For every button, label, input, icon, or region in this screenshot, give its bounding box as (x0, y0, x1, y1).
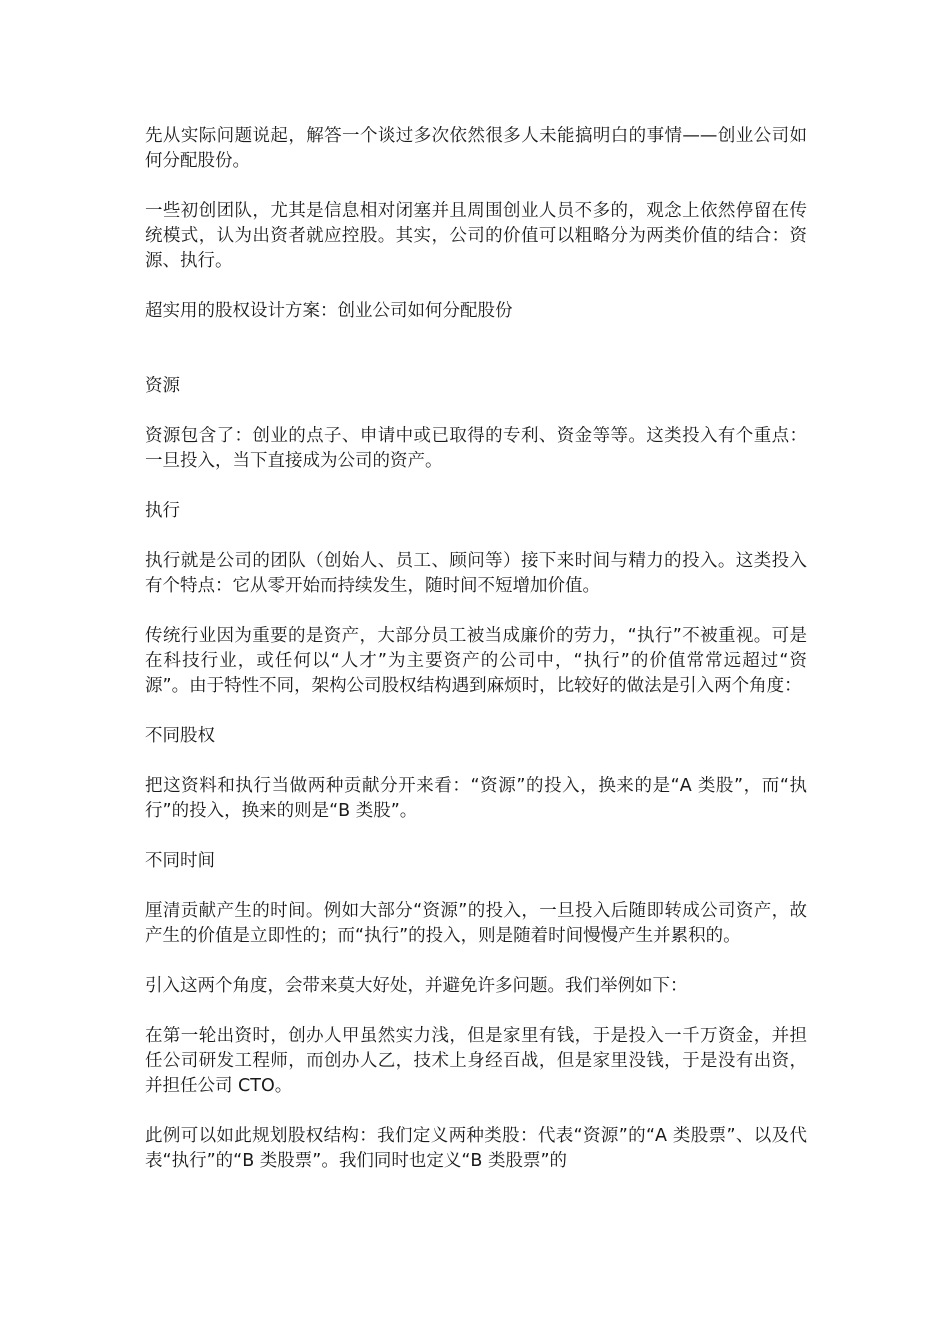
paragraph-title-line: 超实用的股权设计方案：创业公司如何分配股份 (145, 301, 513, 321)
heading-resources: 资源 (145, 376, 180, 396)
heading-different-equity: 不同股权 (145, 726, 215, 746)
paragraph-resources: 资源包含了：创业的点子、申请中或已取得的专利、资金等等。这类投入有个重点：一旦投入，当下直接成为公司的资产。 (145, 426, 807, 471)
paragraph-different-time: 厘清贡献产生的时间。例如大部分“资源”的投入，一旦投入后随即转成公司资产，故产生的价值是立即性的；而“执行”的投入，则是随着时间慢慢产生并累积的。 (145, 901, 807, 946)
paragraph-intro: 先从实际问题说起，解答一个谈过多次依然很多人未能搞明白的事情——创业公司如何分配股份。 (145, 126, 807, 171)
document-body (145, 124, 807, 1199)
blank-space (145, 349, 807, 374)
paragraph-traditional-industry: 传统行业因为重要的是资产，大部分员工被当成廉价的劳力，“执行”不被重视。可是在科技行业，或任何以“人才”为主要资产的公司中，“执行”的价值常常远超过“资源”。由于特性不同，架构公司股权结构遇到麻烦时，比较好的做法是引入两个角度： (145, 626, 807, 696)
heading-execution: 执行 (145, 501, 180, 521)
paragraph-benefits: 引入这两个角度，会带来莫大好处，并避免许多问题。我们举例如下： (145, 976, 688, 996)
paragraph-execution: 执行就是公司的团队（创始人、员工、顾问等）接下来时间与精力的投入。这类投入有个特点：它从零开始而持续发生，随时间不短增加价值。 (145, 551, 807, 596)
paragraph-value-types: 一些初创团队，尤其是信息相对闭塞并且周围创业人员不多的，观念上依然停留在传统模式，认为出资者就应控股。其实，公司的价值可以粗略分为两类价值的结合：资源、执行。 (145, 201, 807, 271)
paragraph-different-equity: 把这资料和执行当做两种贡献分开来看：“资源”的投入，换来的是“A 类股”，而“执行”的投入，换来的则是“B 类股”。 (145, 776, 807, 821)
heading-different-time: 不同时间 (145, 851, 215, 871)
paragraph-example: 在第一轮出资时，创办人甲虽然实力浅，但是家里有钱，于是投入一千万资金，并担任公司研发工程师，而创办人乙，技术上身经百战，但是家里没钱，于是没有出资，并担任公司 CTO。 (145, 1026, 807, 1096)
paragraph-structure-plan: 此例可以如此规划股权结构：我们定义两种类股：代表“资源”的“A 类股票”、以及代表“执行”的“B 类股票”。我们同时也定义“B 类股票”的 (145, 1126, 807, 1171)
